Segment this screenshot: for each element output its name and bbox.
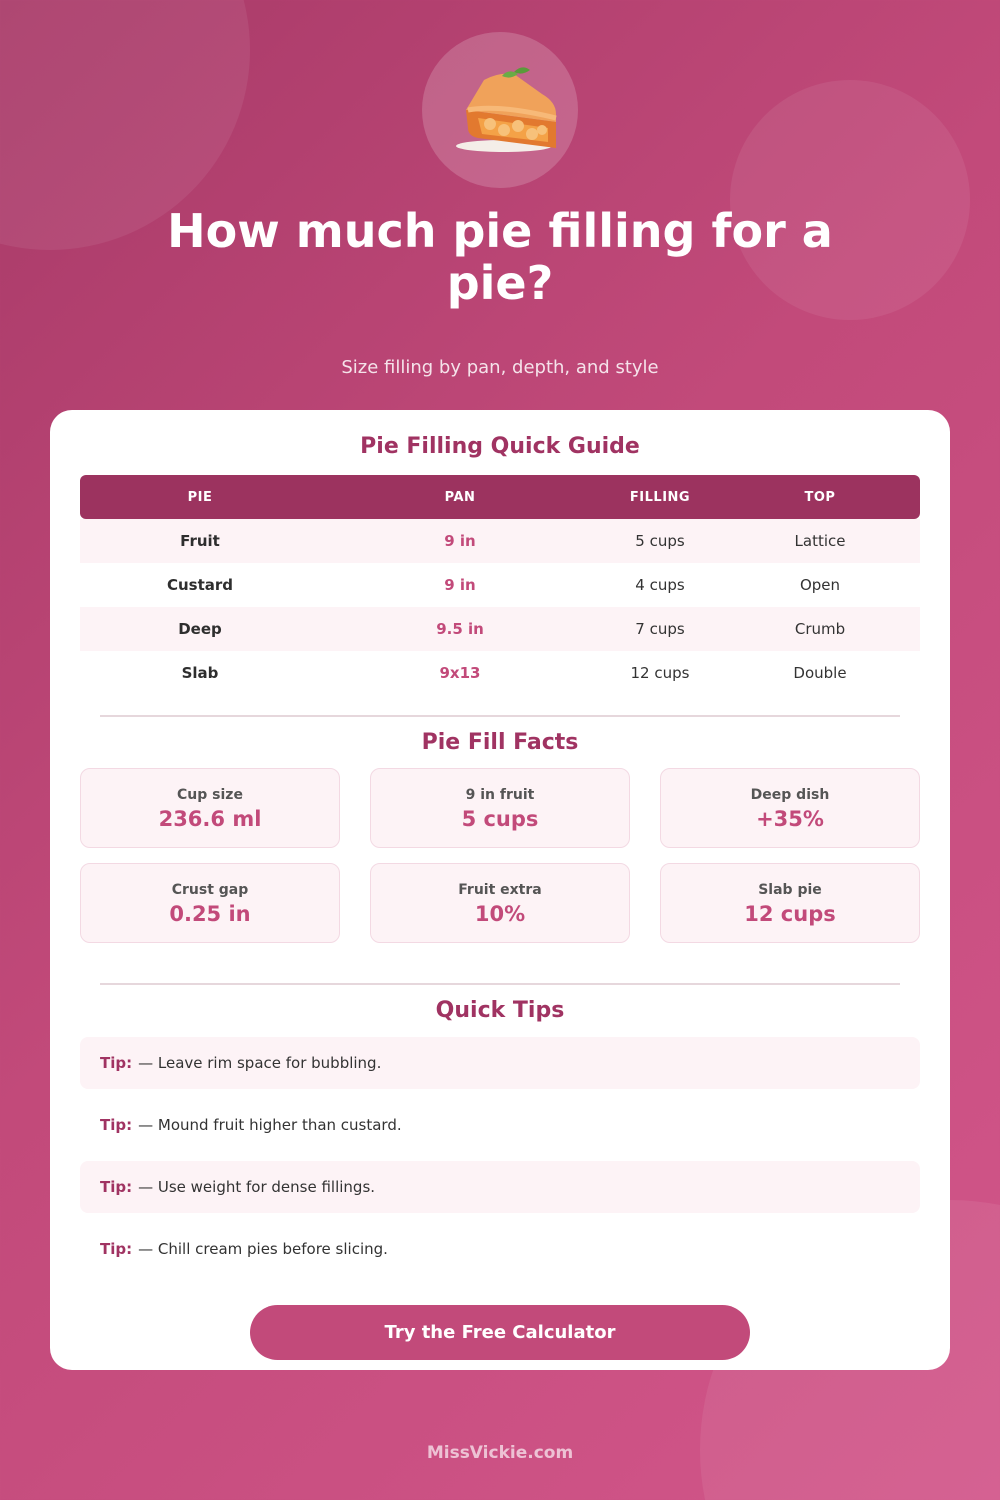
cell-pie: Custard (166, 576, 234, 594)
fact-label: Cup size (177, 787, 243, 803)
fact-label: Crust gap (171, 882, 249, 898)
fact-value: 5 cups (461, 807, 539, 831)
fact-value: 236.6 ml (158, 807, 262, 831)
header-top: TOP (804, 489, 836, 505)
tip-label: Tip: (100, 1054, 133, 1072)
tip-label: Tip: (100, 1116, 133, 1134)
tip-text: — Leave rim space for bubbling. (138, 1054, 382, 1072)
fact-value: +35% (756, 807, 824, 831)
fact-label: Fruit extra (458, 882, 542, 898)
cell-filling: 4 cups (635, 576, 685, 594)
calculator-button[interactable]: Try the Free Calculator (250, 1305, 750, 1360)
header-pie: PIE (187, 489, 213, 505)
table-row (80, 607, 920, 651)
cell-top: Double (793, 664, 847, 682)
tip-label: Tip: (100, 1240, 133, 1258)
cell-pan: 9 in (444, 532, 476, 550)
fact-card (80, 768, 340, 848)
cell-pan: 9x13 (439, 664, 481, 682)
table-row (80, 519, 920, 563)
fact-card (660, 863, 920, 943)
tip-item (80, 1099, 920, 1151)
cell-pan: 9.5 in (436, 620, 484, 638)
fact-label: 9 in fruit (465, 787, 535, 803)
tip-item (80, 1161, 920, 1213)
table-row (80, 563, 920, 607)
fact-label: Deep dish (750, 787, 830, 803)
header-filling: FILLING (629, 489, 691, 505)
tip-text: — Use weight for dense fillings. (138, 1178, 376, 1196)
tip-text: — Chill cream pies before slicing. (138, 1240, 388, 1258)
cell-pie: Deep (178, 620, 222, 638)
page-subtitle: Size filling by pan, depth, and style (341, 357, 659, 378)
cell-top: Lattice (794, 532, 846, 550)
cell-filling: 12 cups (630, 664, 690, 682)
fact-label: Slab pie (758, 882, 822, 898)
content-card (50, 410, 950, 1370)
fact-card (660, 768, 920, 848)
fact-card (370, 863, 630, 943)
fact-value: 10% (474, 902, 526, 926)
facts-title: Pie Fill Facts (421, 730, 579, 755)
tip-item (80, 1223, 920, 1275)
header-pan: PAN (444, 489, 476, 505)
fact-card (370, 768, 630, 848)
cell-top: Open (799, 576, 841, 594)
section-divider (100, 983, 900, 985)
table-header (80, 475, 920, 519)
tip-item (80, 1037, 920, 1089)
page-title: How much pie filling for a pie? (167, 204, 833, 310)
tips-title: Quick Tips (435, 998, 565, 1023)
tip-text: — Mound fruit higher than custard. (138, 1116, 402, 1134)
guide-title: Pie Filling Quick Guide (360, 434, 640, 459)
cell-filling: 5 cups (635, 532, 685, 550)
section-divider (100, 715, 900, 717)
cell-top: Crumb (794, 620, 846, 638)
cell-pie: Slab (181, 664, 219, 682)
pie-slice-icon (422, 32, 578, 188)
fact-value: 0.25 in (169, 902, 251, 926)
guide-table (80, 475, 920, 695)
tip-label: Tip: (100, 1178, 133, 1196)
fact-value: 12 cups (744, 902, 836, 926)
footer-brand: MissVickie.com (426, 1443, 574, 1463)
fact-card (80, 863, 340, 943)
table-row (80, 651, 920, 695)
cell-pan: 9 in (444, 576, 476, 594)
cell-filling: 7 cups (635, 620, 685, 638)
cell-pie: Fruit (180, 532, 220, 550)
